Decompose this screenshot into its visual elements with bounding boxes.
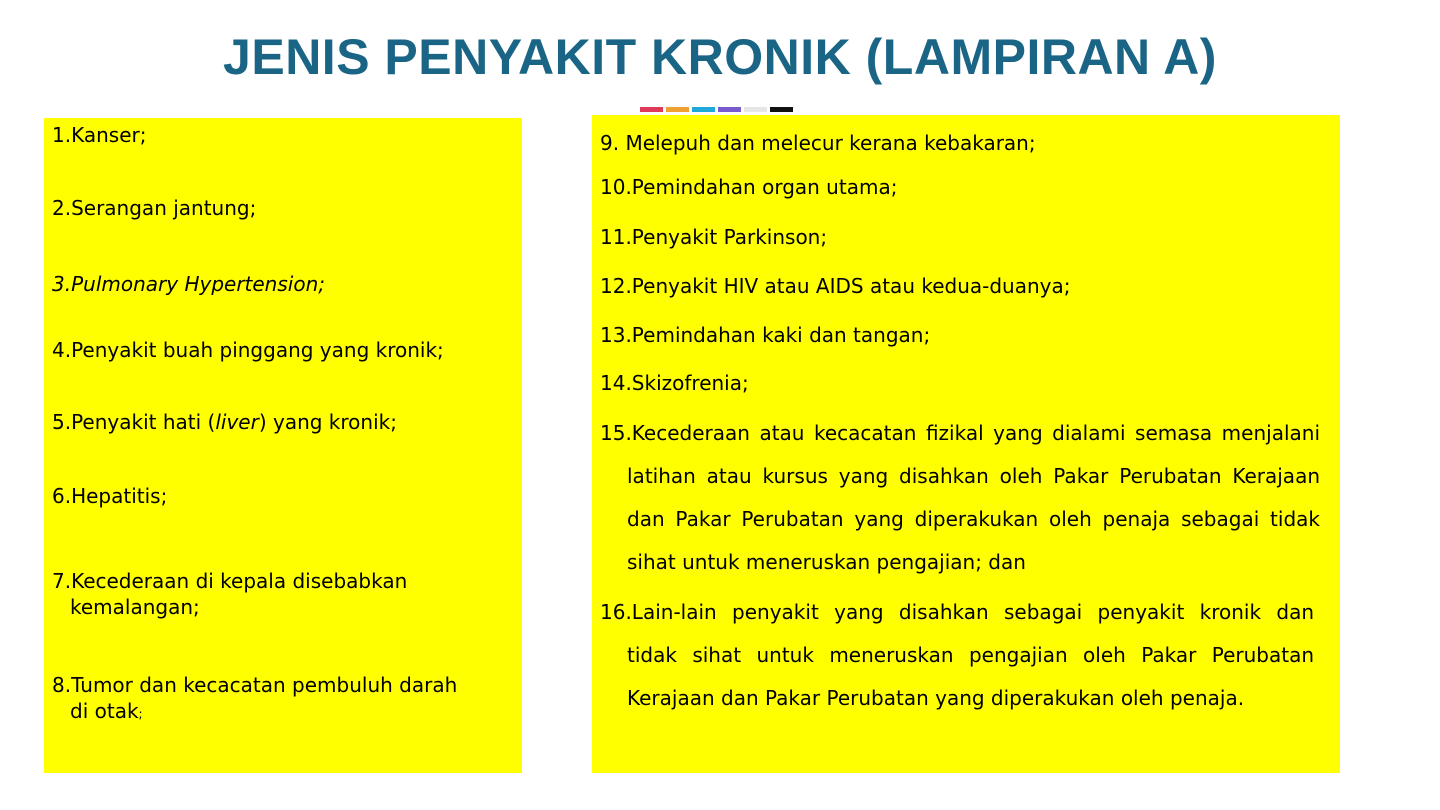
list-item-3: 3.Pulmonary Hypertension; (52, 272, 325, 296)
list-item-15-line-3: dan Pakar Perubatan yang diperakukan oleh penaja sebagai tidak (627, 507, 1320, 531)
list-item-7-line-2: kemalangan; (70, 595, 200, 619)
list-item-16-line-2: tidak sihat untuk meneruskan pengajian oleh Pakar Perubatan (627, 643, 1314, 667)
accent-swatch-5 (744, 107, 767, 112)
accent-swatch-3 (692, 107, 715, 112)
list-item-10: 10.Pemindahan organ utama; (600, 175, 898, 199)
list-item-13: 13.Pemindahan kaki dan tangan; (600, 323, 931, 347)
list-item-14: 14.Skizofrenia; (600, 371, 749, 395)
list-item-8-semicolon: ; (138, 707, 143, 721)
accent-swatch-1 (640, 107, 663, 112)
page-title: JENIS PENYAKIT KRONIK (LAMPIRAN A) (223, 29, 1217, 85)
list-item-5-text: 5.Penyakit hati ( (52, 410, 216, 434)
list-item-5 (52, 409, 397, 435)
accent-swatch-6 (770, 107, 793, 112)
list-item-15-line-4: sihat untuk meneruskan pengajian; dan (627, 550, 1026, 574)
list-item-5-text-end: ) yang kronik; (258, 410, 397, 434)
accent-swatch-4 (718, 107, 741, 112)
list-item-16 (600, 591, 1314, 720)
list-item-15-line-2: latihan atau kursus yang disahkan oleh Pakar Perubatan Kerajaan (627, 464, 1320, 488)
list-item-7-line-1: 7.Kecederaan di kepala disebabkan (52, 569, 408, 593)
list-item-15-line-1: 15.Kecederaan atau kecacatan fizikal yang dialami semasa menjalani (600, 421, 1320, 445)
list-item-8-line-2 (52, 698, 457, 727)
list-item-2: 2.Serangan jantung; (52, 196, 257, 220)
list-item-15 (600, 412, 1320, 584)
list-item-8-line-1: 8.Tumor dan kecacatan pembuluh darah (52, 673, 458, 697)
list-item-16-line-1: 16.Lain-lain penyakit yang disahkan sebagai penyakit kronik dan (600, 600, 1314, 624)
list-item-9: 9. Melepuh dan melecur kerana kebakaran; (600, 131, 1036, 155)
list-item-16-line-3: Kerajaan dan Pakar Perubatan yang diperakukan oleh penaja. (627, 686, 1245, 710)
list-item-11: 11.Penyakit Parkinson; (600, 225, 828, 249)
accent-color-bar (640, 107, 793, 112)
list-item-8-line-2-text: di otak (70, 699, 139, 723)
accent-swatch-2 (666, 107, 689, 112)
list-item-7 (52, 568, 407, 620)
list-item-1: 1.Kanser; (52, 123, 147, 147)
list-item-12: 12.Penyakit HIV atau AIDS atau kedua-duanya; (600, 274, 1071, 298)
list-item-5-emphasis: liver (215, 410, 259, 434)
list-item-6: 6.Hepatitis; (52, 484, 168, 508)
list-item-4: 4.Penyakit buah pinggang yang kronik; (52, 338, 444, 362)
list-item-8 (52, 672, 457, 727)
